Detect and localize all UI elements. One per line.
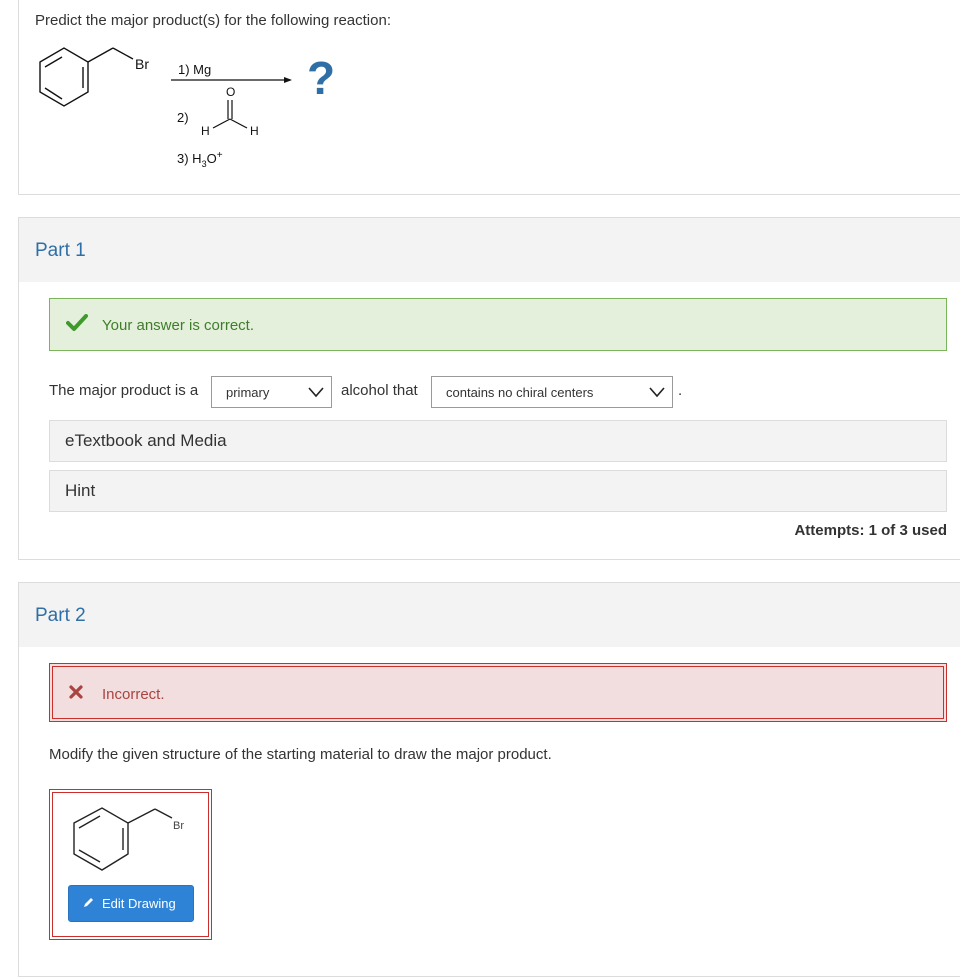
checkmark-icon — [66, 314, 88, 332]
benzene-ring — [40, 48, 133, 106]
chirality-value: contains no chiral centers — [446, 385, 594, 400]
formaldehyde-bonds — [213, 100, 247, 128]
edit-drawing-button[interactable] — [68, 885, 194, 922]
formaldehyde-h-right: H — [250, 124, 259, 138]
question-text: Predict the major product(s) for the following reaction: — [35, 12, 391, 29]
formaldehyde-h-left: H — [201, 124, 210, 138]
error-message: Incorrect. — [102, 686, 165, 703]
part1-title: Part 1 — [35, 240, 86, 261]
drawing-panel — [49, 789, 212, 940]
chirality-select[interactable] — [431, 376, 673, 408]
success-alert — [49, 298, 947, 351]
part2-title: Part 2 — [35, 605, 86, 626]
reaction-scheme — [0, 0, 360, 180]
product-question-mark: ? — [307, 52, 336, 104]
etextbook-media-toggle[interactable] — [49, 420, 947, 462]
starting-material-structure — [50, 790, 213, 880]
chevron-down-icon — [307, 385, 325, 399]
drawing-bromine-label: Br — [173, 820, 184, 832]
close-x-icon — [69, 685, 83, 699]
reagent-step3 — [177, 150, 223, 169]
reagent-step3-o: O — [206, 151, 217, 166]
success-message: Your answer is correct. — [102, 317, 255, 334]
alcohol-type-select[interactable] — [211, 376, 332, 408]
formaldehyde-oxygen: O — [226, 85, 236, 99]
chevron-down-icon — [648, 385, 666, 399]
attempts-count: Attempts: 1 of 3 used — [794, 522, 947, 539]
reagent-step3-prefix: 3) H — [177, 151, 202, 166]
reagent-step3-sub: 3 — [201, 159, 207, 169]
drawing-instruction: Modify the given structure of the starting material to draw the major product. — [49, 746, 552, 763]
reagent-step3-sup: + — [216, 150, 223, 161]
error-alert-inner — [52, 666, 944, 719]
error-alert — [49, 663, 947, 722]
alcohol-type-value: primary — [226, 385, 270, 400]
sentence-start: The major product is a — [49, 382, 199, 399]
pencil-icon — [82, 896, 95, 909]
sentence-end: . — [678, 382, 683, 399]
sentence-mid: alcohol that — [341, 382, 418, 399]
etextbook-media-label: eTextbook and Media — [65, 431, 227, 450]
bromine-label: Br — [135, 56, 149, 72]
edit-drawing-label: Edit Drawing — [102, 896, 176, 911]
reagent-step2: 2) — [177, 110, 189, 125]
part2-header[interactable] — [18, 582, 960, 648]
hint-label: Hint — [65, 481, 96, 500]
reagent-step1: 1) Mg — [178, 62, 212, 77]
part1-header[interactable] — [18, 217, 960, 283]
hint-toggle[interactable] — [49, 470, 947, 512]
arrow-head — [284, 77, 292, 83]
